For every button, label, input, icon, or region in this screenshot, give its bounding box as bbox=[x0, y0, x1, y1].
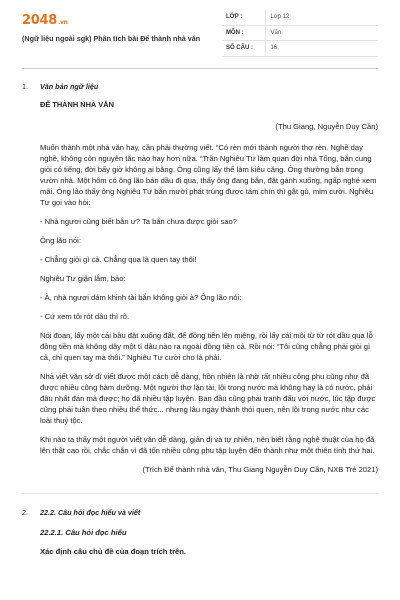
section-2-number: 2. bbox=[22, 508, 28, 518]
paragraph: Muốn thành một nhà văn hay, cần phải thường viết. “Có rèn mới thành người thợ rèn. Nghề dạy nghề, không còn nguyên tắc nào hay hơn nữa. “Trần Nghiêu Tư làm quan đời nhà Tống, bắn cung giỏi có tiếng, đời bấy giờ không ai bằng. Ông cũng lấy thế làm kiêu căng. Ông thường bắn trong vườn nhà. Một hôm có ông lão bán dầu đi qua, thấy ông đang bắn, đặt gánh xuống, ngấp nghé xem mãi. Ông lão thấy ông Nghiêu Tư bắn mười phát trúng được tám chín thì gật gù, mỉm cười. Nghiêu Tư gọi vào hỏi: bbox=[40, 143, 377, 208]
section-2-heading-row bbox=[22, 508, 378, 518]
section-1-body bbox=[22, 100, 378, 475]
meta-value-count: 16 bbox=[266, 41, 378, 57]
source-citation: (Trích Để thành nhà văn, Thu Giang Nguyễn Duy Cần, NXB Trẻ 2021) bbox=[142, 465, 378, 475]
paragraph: Nghiêu Tư giận lắm, bảo: bbox=[40, 274, 126, 284]
header bbox=[22, 12, 378, 64]
paragraph: Nói đoạn, lấy một cái bầu đặt xuống đất, để đồng tiền lên miệng, rồi lấy cái môi từ từ rót dầu qua lỗ đồng tiền mà không dây một tí dầu nào ra ngoài đồng tiền cả. Rồi nói: “Tôi cũng chẳng phải giỏi gì cả, chỉ quen tay mà thôi.” Nghiêu Tư cười cho lả phải. bbox=[40, 331, 373, 363]
paragraph: Nhà viết văn sở dĩ viết được một cách dễ dàng, hồn nhiên là nhờ rất nhiều công phu cũng như đã được nhiều công hàm dưỡng. Một người thợ lặn tài, lội trong nước mà không hay là có nước, phải đâu nhất đán mà được; họ đã nhiều tập luyện. Ban đầu cũng phải tranh đấu với nước, lúc tập được cũng phải tuân theo nhiều thể thức... nhưng lâu ngày thành thói quen, nên lội trong nước như các loài thuỷ tộc. bbox=[40, 372, 376, 426]
paragraph: - Cứ xem tôi rót dầu thì rõ. bbox=[40, 312, 130, 322]
section-1-number: 1. bbox=[22, 82, 28, 91]
meta-row-grade bbox=[222, 10, 378, 25]
header-divider bbox=[22, 68, 378, 69]
logo-suffix: .vn bbox=[57, 19, 68, 26]
paragraph: - À, nhà ngươi dám khinh tài bắn không giỏi à? Ông lão nói: bbox=[40, 293, 242, 303]
meta-key-grade: LỚP : bbox=[222, 10, 266, 25]
paragraph: Ông lão nói: bbox=[40, 236, 81, 246]
paragraph: - Chẳng giỏi gì cả. Chẳng qua là quen tay thôi! bbox=[40, 255, 197, 265]
meta-value-subject: Văn bbox=[266, 25, 378, 41]
content bbox=[22, 82, 378, 557]
work-title: ĐỂ THÀNH NHÀ VĂN bbox=[40, 100, 114, 110]
site-logo[interactable] bbox=[22, 14, 222, 27]
section-1-heading-row bbox=[22, 82, 378, 92]
subsection-heading: 22.2.1. Câu hỏi đọc hiểu bbox=[40, 527, 127, 537]
logo-number: 2048 bbox=[22, 13, 57, 28]
paragraph: Khi nào ta thấy một người viết văn dễ dàng, giản dị và tự nhiên, nên biết rằng nghệ thuật của họ đã lên thật cao rồi, chắc chắn vì đã tốn nhiều công phu tập luyện đến thành như một thiên tính thứ hai. bbox=[40, 435, 375, 456]
meta-key-count: SỐ CÂU : bbox=[222, 41, 266, 57]
section-2-body bbox=[22, 527, 378, 557]
section-divider bbox=[22, 493, 378, 494]
meta-row-subject bbox=[222, 25, 378, 41]
meta-value-grade: Lớp 12 bbox=[266, 10, 378, 25]
meta-table bbox=[222, 10, 378, 57]
meta-key-subject: MÔN : bbox=[222, 25, 266, 41]
work-author: (Thu Giang, Nguyễn Duy Cần) bbox=[275, 122, 378, 132]
meta-row-count bbox=[222, 41, 378, 57]
brand bbox=[22, 12, 222, 44]
section-2-heading: 22.2. Câu hỏi đọc hiểu và viết bbox=[40, 508, 141, 518]
document-title: (Ngữ liệu ngoài sgk) Phân tích bài Để thành nhà văn bbox=[22, 34, 201, 43]
question-text: Xác định câu chủ đề của đoạn trích trên. bbox=[40, 546, 186, 556]
section-1-heading: Văn bản ngữ liệu bbox=[40, 82, 99, 91]
paragraph: - Nhà ngươi cũng biết bắn ư? Ta bắn chưa được giỏi sao? bbox=[40, 217, 237, 227]
